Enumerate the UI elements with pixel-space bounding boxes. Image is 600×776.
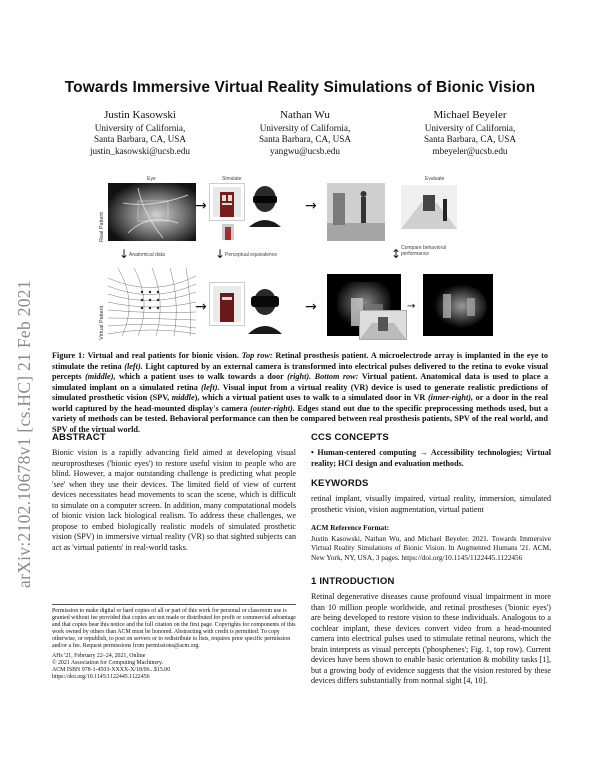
left-column [52,432,296,553]
real-patient-walk-image [327,183,385,241]
caption-emph: (middle), [85,372,116,381]
vr-scene-inset-image [359,310,407,340]
author-name: Michael Beyeler [433,109,507,121]
abstract-text: Bionic vision is a rapidly advancing field aimed at developing visual neuroprostheses ('bionic eyes') to restore useful vision to people who are blind. However, a major outstanding challenge is predicting what people 'see' when they use their devices. The limited field of view of current devices necessitates head movements to scan the scene, which is difficult to simulate on a computer screen. In addition, many computational models of bionic vision lack biological realism. To address these challenges, we propose to embed biologically realistic models of simulated prosthetic vision (SPV) in immersive virtual reality (VR) so that sighted subjects can act as 'virtual patients' in real-world tasks. [52,448,296,552]
ccs-heading: CCS CONCEPTS [311,432,389,443]
ccs-text [311,448,551,469]
author-location: Santa Barbara, CA, USA [258,134,352,145]
door-scene-image [209,183,245,221]
arrow-label-compare: Compare behavioral performance [401,245,447,257]
figure-caption [52,351,548,435]
fundus-image [108,183,196,241]
corridor-image [401,185,457,229]
author-email[interactable]: yangwu@ucsb.edu [270,145,340,156]
caption-emph: (right). [287,372,312,381]
footnote-block [52,604,296,681]
intro-text: Retinal degenerative diseases cause profound visual impairment in more than 10 million people worldwide, and retinal prostheses ('bionic eyes') are being developed to restore vision to these individuals. Analogous to a cochlear implant, these devices convert video from a head-mounted camera into electrical pulses used to stimulate retinal neurons, which the brain interprets as visual percepts ('phosphenes'; Fig. 1, top row). Current devices have been shown to enable basic orientation & mobility tasks [1], but a growing body of evidence suggests that the vision restored by these devices differs substantially from normal sight [4, 10]. [311,592,551,686]
reference-text: Justin Kasowski, Nathan Wu, and Michael Beyeler. 2021. Towards Immersive Virtual Reality Simulations of Bionic Vision. In Augmented Humans '21. ACM, New York, NY, USA, 3 pages. https://doi.org/10.1145/1122445.1122456 [311,533,551,562]
caption-emph: (left). [124,361,143,371]
caption-part: Virtual patient. Anatomical data is used to place a simulated implant on a simulated retina [52,372,549,392]
caption-bottomrow-label: Bottom row: [314,372,359,381]
caption-emph: middle [171,393,195,402]
col-label-eye: Eye [147,176,156,182]
row-label-virtual [95,276,105,344]
keywords-text: retinal implant, visually impaired, virtual reality, immersion, simulated prosthetic vision, vision augmentation, virtual patient [311,494,551,514]
right-column [311,432,551,687]
author-name: Justin Kasowski [104,109,176,121]
simulated-retina-image [108,268,196,336]
vr-headset-image [245,284,285,334]
row-label-real [95,186,105,246]
camera-frame-image [221,223,235,241]
ccs-line-2: Virtual reality; HCI design and evaluation methods. [311,448,551,468]
author-affiliation: University of California, [94,123,186,134]
abstract-heading: ABSTRACT [52,432,106,443]
col-label-simulate: Simulate [222,176,242,182]
author-affiliation: University of California, [259,123,351,134]
virtual-door-image [209,282,245,326]
caption-part: or a door in the real world captured by the head-mounted display's camera [52,393,549,413]
arrow-label-anatomical: Anatomical data [129,252,165,258]
author-affiliation: University of California, [424,123,516,134]
paper-title: Towards Immersive Virtual Reality Simulations of Bionic Vision [64,79,536,96]
author-2 [225,110,385,157]
doi-link[interactable]: https://doi.org/10.1145/1122445.1122456 [52,673,150,680]
author-location: Santa Barbara, CA, USA [423,134,517,145]
arrow-label-perceptual: Perceptual equivalence [225,252,277,258]
caption-emph: (left). [201,382,220,392]
copyright-line: © 2021 Association for Computing Machinery. [52,659,164,666]
caption-part: Retinal prosthesis patient. A microelectrode array is implanted in the eye to stimulate the retina [52,351,549,371]
ccs-line-1: • Human-centered computing → Accessibility technologies; [311,448,523,457]
row-label-real-text: Real Patient [99,212,105,242]
caption-part: which a patient uses to walk towards a door [118,372,284,381]
arxiv-stamp-text: arXiv:2102.10678v1 [cs.HC] 21 Feb 2021 [14,280,34,588]
permission-notice: Permission to make digital or hard copies of all or part of this work for personal or classroom use is granted without fee provided that copies are not made or distributed for profit or commercial advantage and that copies bear this notice and the full citation on the first page. Copyrights for components of this work owned by others than ACM must be honored. Abstracting with credit is permitted. To copy otherwise, or republish, to post on servers or to redistribute to lists, requires prior specific permission and/or a fee. Request permissions from permissions@acm.org. [52,608,296,650]
caption-part: ), which a virtual patient uses to walk to a simulated door in VR [194,393,426,402]
arrow-right-icon: → [305,299,317,315]
caption-part: Edges stand out due to the specific preprocessing methods used, but a variety of methods can be tested. Behavioral performance can then be compared between real prosthesis patients, SPV of the real world, and SPV of the virtual world. [52,403,548,434]
arrow-right-icon: → [195,299,207,315]
author-block [60,110,550,157]
author-3 [390,110,550,157]
author-email[interactable]: justin_kasowski@ucsb.edu [89,145,191,156]
arrow-updown-icon: ↕ [391,247,402,261]
patient-glasses-image [245,183,285,227]
author-location: Santa Barbara, CA, USA [93,134,187,145]
col-label-evaluate: Evaluate [425,176,445,182]
caption-part: Light captured by an external camera is transformed into electrical pulses delivered to the retina to evoke visual percepts [52,361,548,381]
arrow-right-icon: → [407,301,416,312]
figure-1 [91,176,521,352]
arrow-right-icon: → [305,198,317,214]
caption-lead: Figure 1: Virtual and real patients for bionic vision. [52,351,239,360]
conference-line: AHs '21, February 22–24, 2021, Online [52,652,146,659]
arrow-right-icon: → [195,198,207,214]
arrow-down-icon: ↓ [215,247,226,261]
intro-heading: 1 INTRODUCTION [311,576,395,588]
caption-emph: (inner-right), [427,393,474,402]
author-1 [60,110,220,157]
keywords-heading: KEYWORDS [311,478,369,489]
reference-heading: ACM Reference Format: [311,523,390,532]
caption-part: Visual input from a virtual reality (VR) device is used to generate realistic predictions of simulated prosthetic vision (SPV, [52,382,549,402]
isbn-line: ACM ISBN 978-1-4503-XXXX-X/18/06...$15.00 [52,666,171,673]
row-label-virtual-text: Virtual Patient [99,305,105,340]
arxiv-stamp [8,200,38,590]
spv-real-image [423,274,493,336]
author-name: Nathan Wu [280,109,330,121]
caption-emph: (outer-right). [250,403,295,413]
arrow-down-icon: ↓ [119,247,130,261]
caption-toprow-label: Top row: [241,351,273,360]
author-email[interactable]: mbeyeler@ucsb.edu [432,145,508,156]
